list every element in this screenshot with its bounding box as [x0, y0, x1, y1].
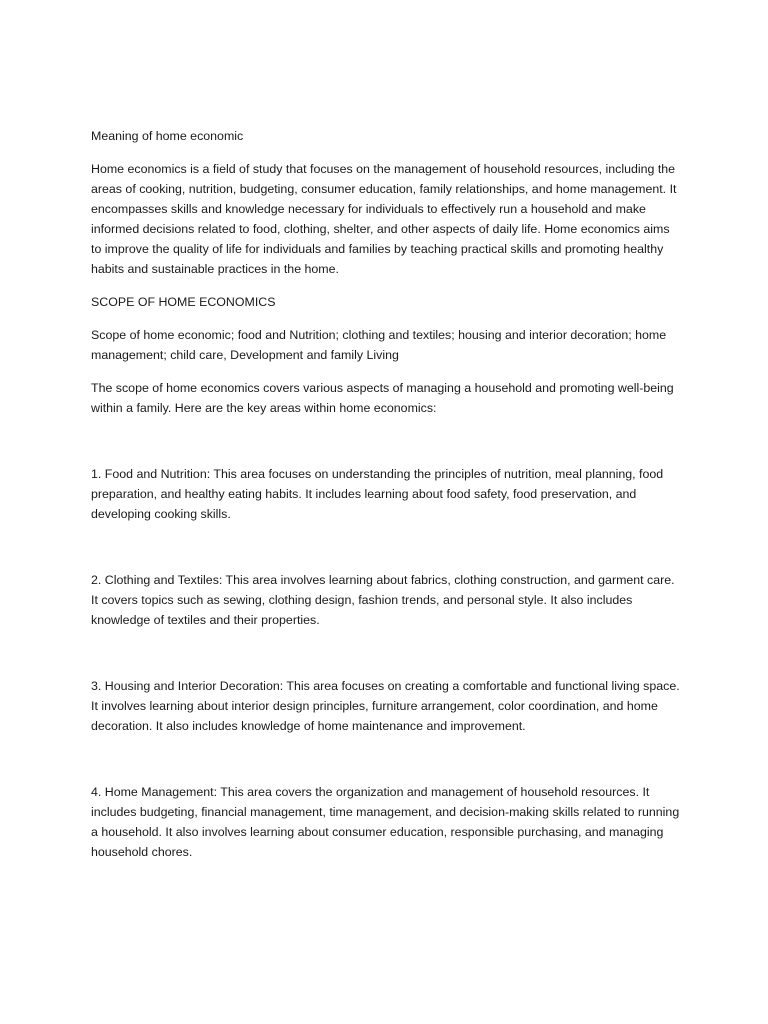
document-title: Meaning of home economic — [91, 129, 244, 143]
area-food-nutrition: 1. Food and Nutrition: This area focuses on understanding the principles of nutrition, meal planning, food preparation, and healthy eating habits. It includes learning about food safety, food preservation, and developing cooking skills. — [91, 467, 664, 521]
scope-list-paragraph: Scope of home economic; food and Nutrition; clothing and textiles; housing and interior decoration; home management; child care, Development and family Living — [91, 328, 667, 362]
area-home-management: 4. Home Management: This area covers the organization and management of household resources. It includes budgeting, financial management, time management, and decision-making skills related to running a household. It also involves learning about consumer education, responsible purchasing, and managing household chores. — [91, 785, 680, 859]
scope-description-paragraph: The scope of home economics covers various aspects of managing a household and promoting well-being within a family. Here are the key areas within home economics: — [91, 381, 674, 415]
area-clothing-textiles: 2. Clothing and Textiles: This area involves learning about fabrics, clothing construction, and garment care. It covers topics such as sewing, clothing design, fashion trends, and personal style. It also includes knowledge of textiles and their properties. — [91, 573, 675, 627]
area-housing-interior: 3. Housing and Interior Decoration: This area focuses on creating a comfortable and functional living space. It involves learning about interior design principles, furniture arrangement, color coordination, and home decoration. It also includes knowledge of home maintenance and improvement. — [91, 679, 680, 733]
scope-heading: SCOPE OF HOME ECONOMICS — [91, 295, 276, 309]
intro-paragraph: Home economics is a field of study that focuses on the management of household resources, including the areas of cooking, nutrition, budgeting, consumer education, family relationships, and home management. It encompasses skills and knowledge necessary for individuals to effectively run a household and make informed decisions related to food, clothing, shelter, and other aspects of daily life. Home economics aims to improve the quality of life for individuals and families by teaching practical skills and promoting healthy habits and sustainable practices in the home. — [91, 162, 677, 276]
document-body — [91, 126, 683, 862]
